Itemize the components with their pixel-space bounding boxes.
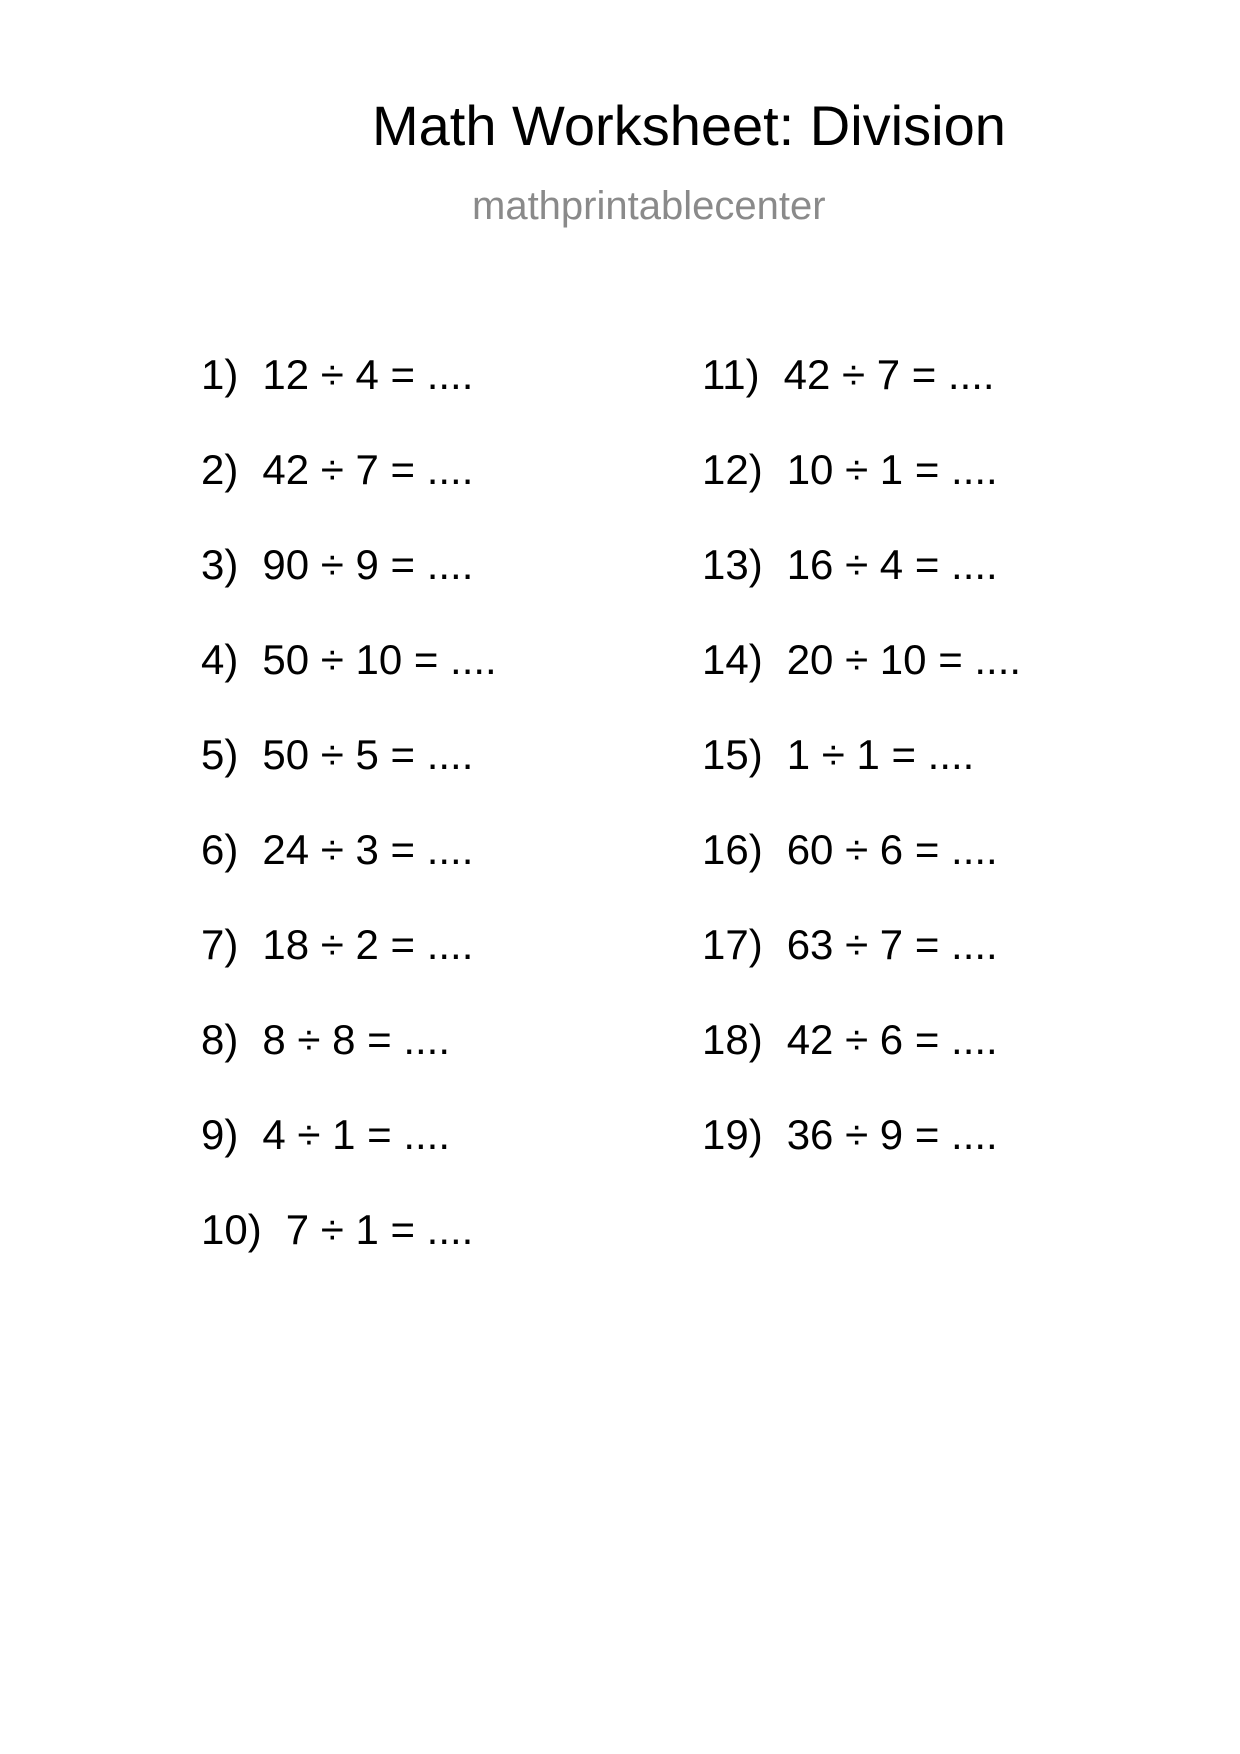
problem-expression: 4 ÷ 1 = .... bbox=[262, 1111, 451, 1158]
problem-number: 17) bbox=[702, 921, 763, 968]
problem-number: 8) bbox=[201, 1016, 239, 1063]
problem-expression: 63 ÷ 7 = .... bbox=[786, 921, 998, 968]
problem-number: 2) bbox=[201, 446, 239, 493]
problem-7 bbox=[201, 921, 497, 1019]
problem-9 bbox=[201, 1111, 497, 1209]
problem-expression: 18 ÷ 2 = .... bbox=[262, 921, 474, 968]
problem-number: 14) bbox=[702, 636, 763, 683]
problem-number: 7) bbox=[201, 921, 239, 968]
problem-expression: 8 ÷ 8 = .... bbox=[262, 1016, 451, 1063]
problem-17 bbox=[702, 921, 1021, 1019]
problem-4 bbox=[201, 636, 497, 734]
problem-expression: 12 ÷ 4 = .... bbox=[262, 351, 474, 398]
problem-number: 3) bbox=[201, 541, 239, 588]
problem-12 bbox=[702, 446, 1021, 544]
problem-expression: 60 ÷ 6 = .... bbox=[786, 826, 998, 873]
problem-19 bbox=[702, 1111, 1021, 1209]
worksheet-title: Math Worksheet: Division bbox=[372, 94, 1006, 157]
problem-column-right bbox=[702, 351, 1022, 1209]
problem-2 bbox=[201, 446, 497, 544]
problem-3 bbox=[201, 541, 497, 639]
problem-number: 4) bbox=[201, 636, 239, 683]
problem-number: 1) bbox=[201, 351, 239, 398]
problem-expression: 24 ÷ 3 = .... bbox=[262, 826, 474, 873]
problem-6 bbox=[201, 826, 497, 924]
problem-number: 10) bbox=[201, 1206, 262, 1253]
problem-5 bbox=[201, 731, 497, 829]
problem-number: 11) bbox=[702, 351, 760, 398]
problem-expression: 7 ÷ 1 = .... bbox=[285, 1206, 474, 1253]
problem-number: 6) bbox=[201, 826, 239, 873]
problem-expression: 42 ÷ 6 = .... bbox=[786, 1016, 998, 1063]
problem-expression: 36 ÷ 9 = .... bbox=[786, 1111, 998, 1158]
problem-14 bbox=[702, 636, 1022, 734]
problem-expression: 50 ÷ 10 = .... bbox=[262, 636, 497, 683]
problem-expression: 20 ÷ 10 = .... bbox=[786, 636, 1022, 683]
problem-8 bbox=[201, 1016, 497, 1114]
problem-number: 5) bbox=[201, 731, 239, 778]
problem-16 bbox=[702, 826, 1021, 924]
problem-column-left bbox=[201, 351, 497, 1304]
problem-13 bbox=[702, 541, 1021, 639]
problem-10 bbox=[201, 1206, 497, 1304]
problem-number: 13) bbox=[702, 541, 763, 588]
problem-number: 15) bbox=[702, 731, 763, 778]
problem-15 bbox=[702, 731, 1021, 829]
problem-number: 18) bbox=[702, 1016, 763, 1063]
problem-expression: 1 ÷ 1 = .... bbox=[786, 731, 975, 778]
problem-18 bbox=[702, 1016, 1021, 1114]
problem-number: 16) bbox=[702, 826, 763, 873]
problem-number: 12) bbox=[702, 446, 763, 493]
problem-expression: 42 ÷ 7 = .... bbox=[783, 351, 995, 398]
problem-expression: 50 ÷ 5 = .... bbox=[262, 731, 474, 778]
problem-expression: 42 ÷ 7 = .... bbox=[262, 446, 474, 493]
problem-expression: 10 ÷ 1 = .... bbox=[786, 446, 998, 493]
problem-1 bbox=[201, 351, 497, 449]
problem-11 bbox=[702, 351, 1021, 449]
problem-expression: 16 ÷ 4 = .... bbox=[786, 541, 998, 588]
problem-expression: 90 ÷ 9 = .... bbox=[262, 541, 474, 588]
problem-number: 9) bbox=[201, 1111, 239, 1158]
problem-number: 19) bbox=[702, 1111, 763, 1158]
worksheet-subtitle: mathprintablecenter bbox=[472, 184, 826, 228]
